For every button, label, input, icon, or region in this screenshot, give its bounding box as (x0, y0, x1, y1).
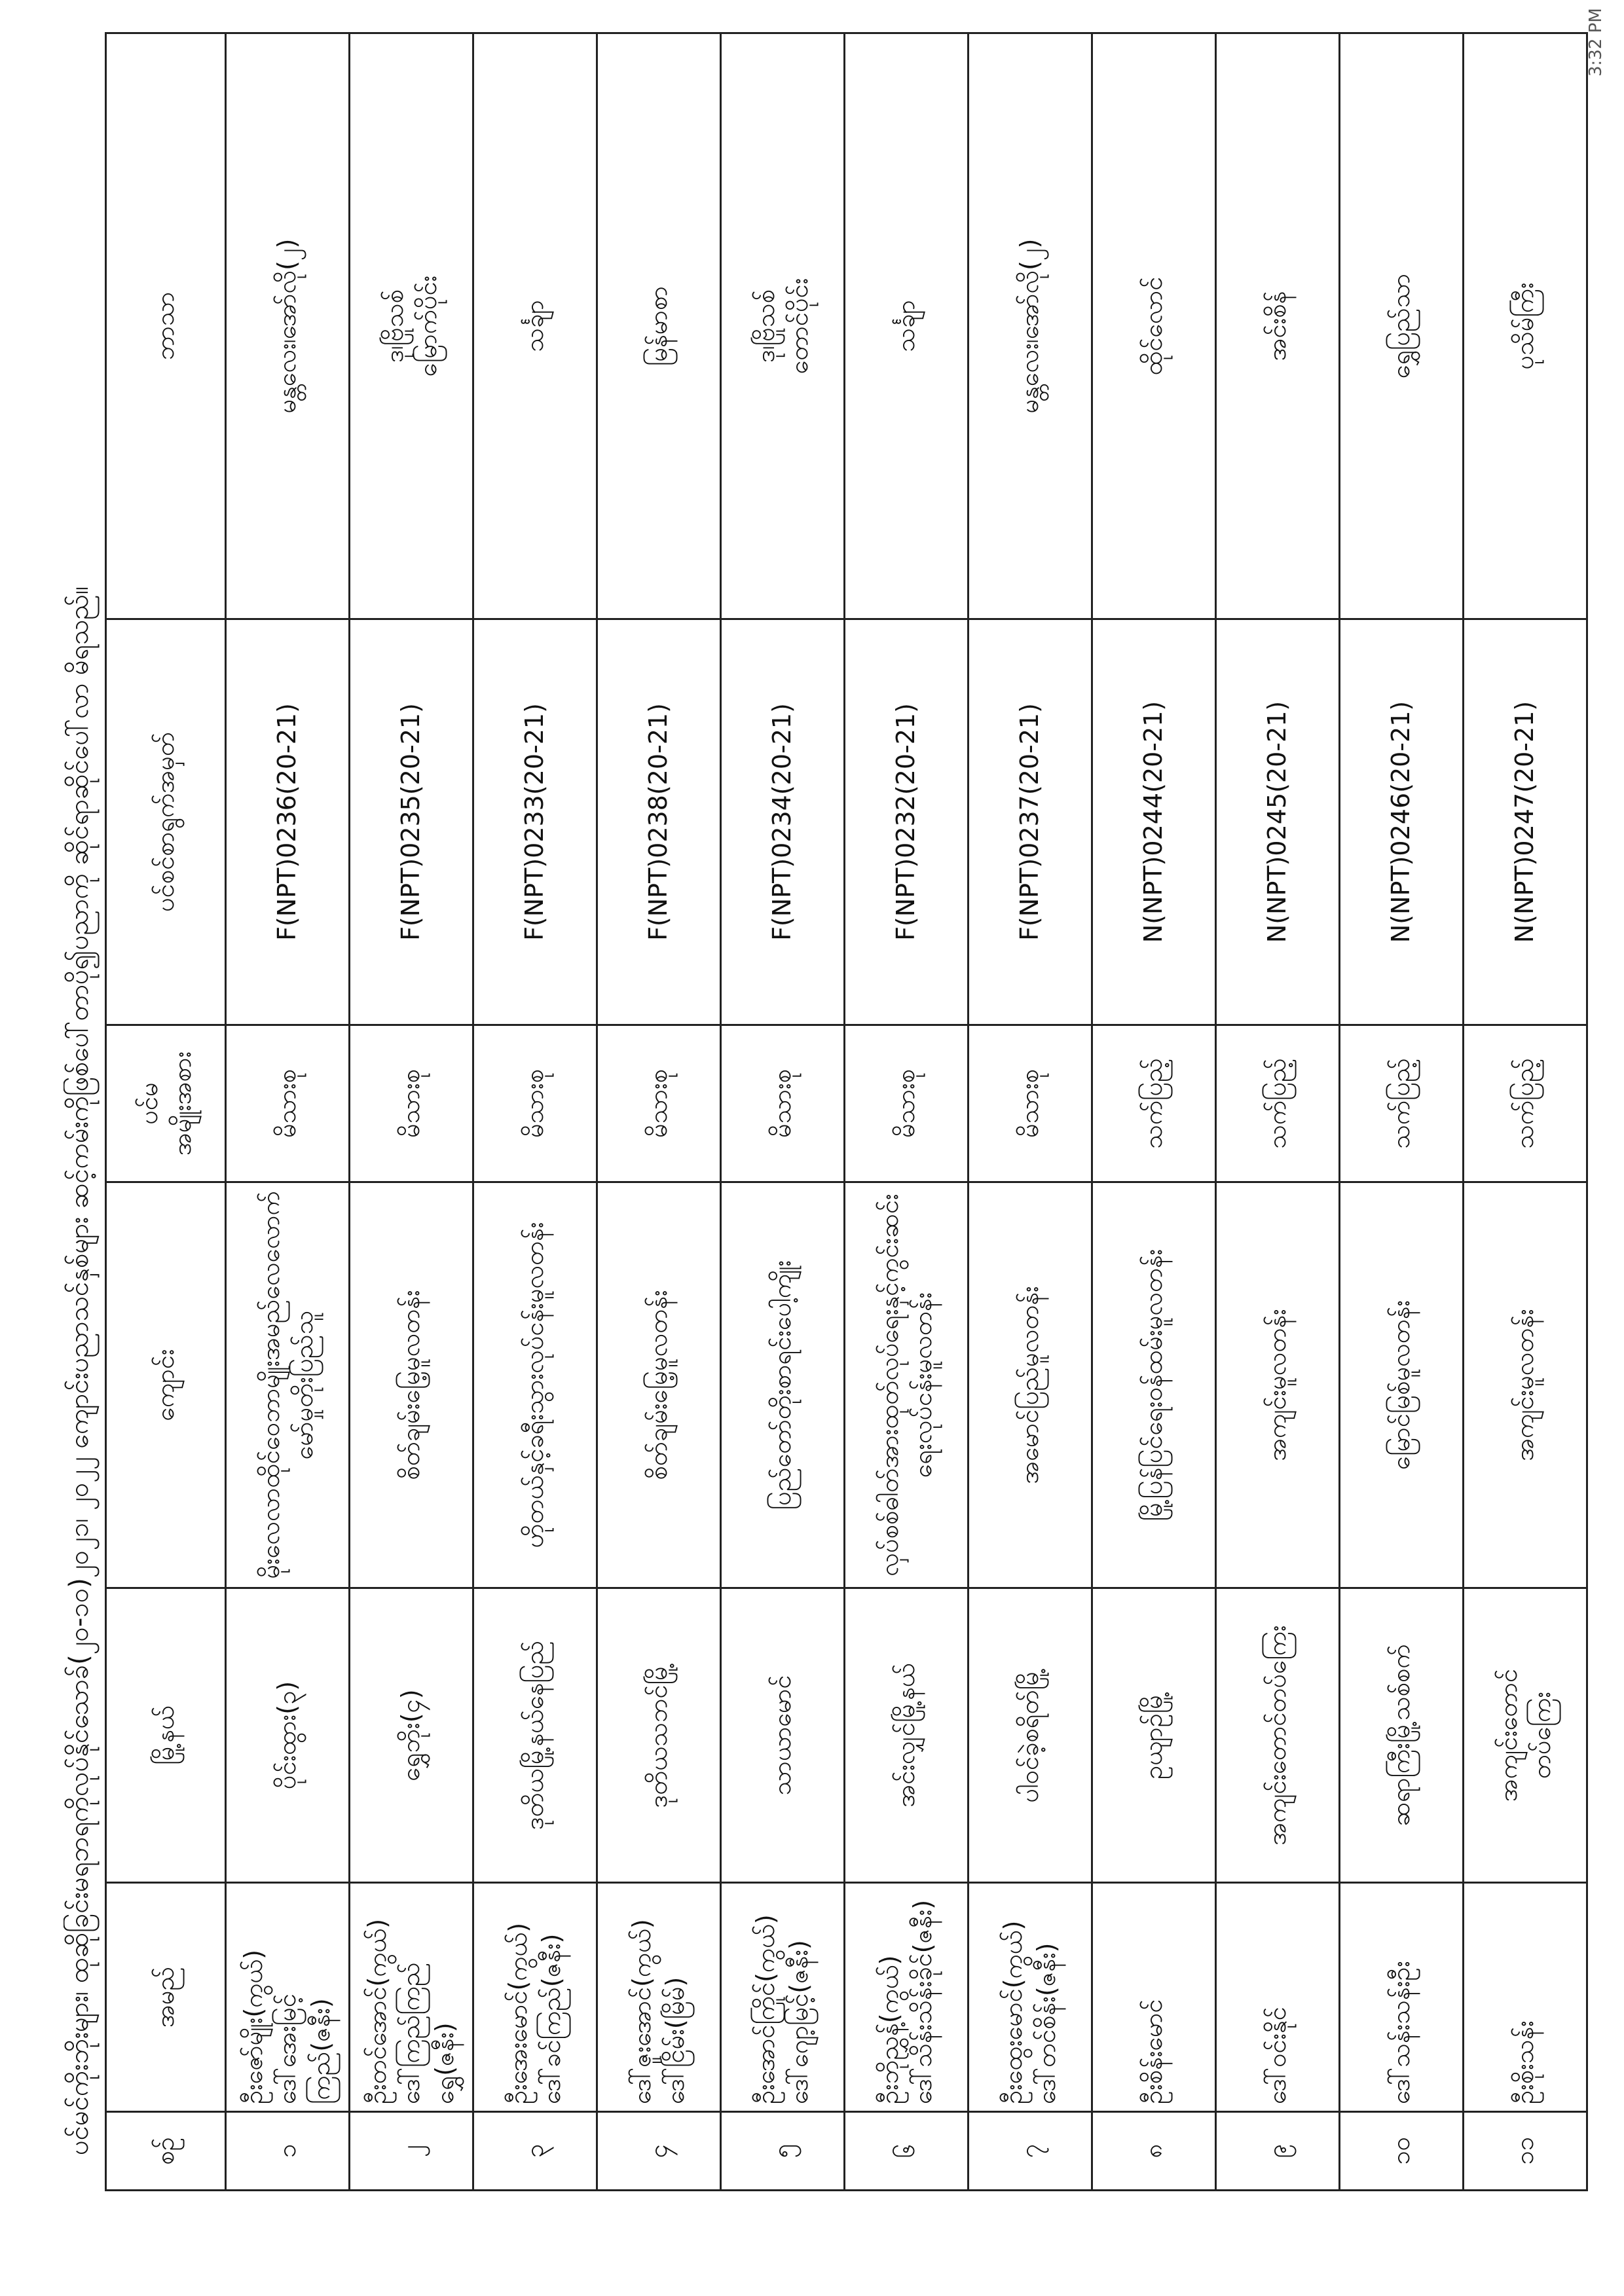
row-number (226, 2112, 350, 2191)
row-type-line: မိသားစု (272, 1068, 302, 1139)
row-license-line: F(NPT)0235(20-21) (396, 703, 426, 941)
table-body (226, 33, 1587, 2191)
row-type (721, 1025, 845, 1182)
row-subject (721, 33, 845, 619)
row-name-line: ဒေါ်သန်းသန်းဦး (1386, 1961, 1416, 2104)
row-name (473, 1883, 597, 2112)
table-row (969, 33, 1092, 2191)
row-license-line: F(NPT)0237(20-21) (1015, 703, 1044, 941)
row-township (1464, 1588, 1587, 1883)
row-license-line: N(NPT)0246(20-21) (1386, 701, 1416, 943)
row-subject-line: သင်္ချာ (891, 300, 921, 352)
row-number-line: ၂ (396, 2145, 426, 2157)
table-row (350, 33, 473, 2191)
header-township: မြို့နယ် (106, 1588, 226, 1883)
row-township-line: ဒုတိယမြို့နယ်နေပြည် (520, 1640, 549, 1831)
row-township-line: ဥယျာဉ်မြို့ (1139, 1691, 1168, 1779)
row-school-line: မြောင်မြစ်မူလတန်း (1386, 1300, 1416, 1470)
row-name-line: ဦးအေးမောင်(ကွယ်) (503, 1922, 532, 2104)
row-number (350, 2112, 473, 2191)
row-type (845, 1025, 969, 1182)
row-license-line: N(NPT)0247(20-21) (1510, 701, 1540, 943)
row-type-line: သက်ပြည့် (1386, 1058, 1416, 1149)
row-subject-line: ပုသိမ်ကြီး (1510, 282, 1540, 370)
row-township-line: ပါဝင်ခဲ့စရိတ်မြို့ (1015, 1667, 1044, 1803)
row-number-line: ၇ (1015, 2143, 1044, 2159)
row-number-line: ၁၀ (1386, 2137, 1416, 2165)
row-school (226, 1182, 350, 1588)
row-name-line: ဒေါ်ကြည်ကြည်ရွှေ(ဇနီး) (396, 1962, 459, 2104)
row-number-line: ၅ (767, 2143, 797, 2159)
row-license (1216, 619, 1340, 1025)
row-school (1216, 1182, 1340, 1588)
row-school-line: ဟိုတယ်နှင့်ခရီးသွားလုပ်ငန်းမူလတန်း (520, 1222, 549, 1548)
row-license (473, 619, 597, 1025)
row-number (1464, 2112, 1587, 2191)
row-subject (969, 33, 1092, 619)
row-township (845, 1588, 969, 1883)
row-subject-line: သင်္ချာ (520, 300, 549, 352)
row-name (1092, 1883, 1216, 2112)
row-number (1340, 2112, 1464, 2191)
row-name (1464, 1883, 1587, 2112)
table-row (721, 33, 845, 2191)
row-school (597, 1182, 721, 1588)
row-subject (473, 33, 597, 619)
row-school-line: အမောင်ပြည်မူလတန်း (1015, 1286, 1044, 1484)
table-row (845, 33, 969, 2191)
row-township-line: အကျင်းတောင် (1493, 1668, 1522, 1802)
row-township (226, 1588, 350, 1883)
row-school (1464, 1182, 1587, 1588)
row-number (1092, 2112, 1216, 2191)
row-license-line: F(NPT)0233(20-21) (520, 703, 549, 941)
row-name-line: ဦးစိန်းမောင် (1139, 1999, 1168, 2104)
row-type (1216, 1025, 1340, 1182)
row-subject-line: မန္တလေး၊အော်လို(၂) (272, 238, 302, 414)
row-township (969, 1588, 1092, 1883)
row-township-line: ရွှေဘိုး(၄) (396, 1689, 426, 1781)
records-table (105, 32, 1588, 2191)
row-subject-line: မြောက်ပိုင်း (413, 275, 442, 377)
row-name (721, 1883, 845, 2112)
row-subject-line: မန္တလေး၊အော်လို(၂) (1015, 238, 1044, 414)
row-type (597, 1025, 721, 1182)
row-name (969, 1883, 1092, 2112)
table-row (597, 33, 721, 2191)
header-school: ကျောင်း (106, 1182, 226, 1588)
row-township-line: အကျင်းတောင်တပ်ကြေး (1263, 1625, 1292, 1846)
row-school-line: မိုးလေလာထိုင်ဝေဘာမျိုးအမည်လေလောက်မော်မှုတိုးပြည်သူ (255, 1191, 318, 1579)
row-school (845, 1182, 969, 1588)
table-row (473, 33, 597, 2191)
row-school-line: စိတ်ချမ်းမြေ့မူလတန်း (644, 1290, 673, 1480)
row-license (350, 619, 473, 1025)
row-township (1092, 1588, 1216, 1883)
table-row (1092, 33, 1216, 2191)
row-subject-line: အင်းစိန် (1263, 291, 1292, 361)
row-license-line: F(NPT)0234(20-21) (767, 703, 797, 941)
row-number (845, 2112, 969, 2191)
row-name-line: ဦးဇော်မျိုး(ကွယ်) (239, 1949, 268, 2104)
row-name (350, 1883, 473, 2112)
table-row (1216, 33, 1340, 2191)
row-subject (1216, 33, 1340, 619)
row-license (1464, 619, 1587, 1025)
row-name-line: ဒေါ်အေးမြင့်ကြည်(ဇနီး) (272, 1994, 335, 2104)
row-type-line: မိသားစု (520, 1068, 549, 1139)
table-row (1464, 33, 1587, 2191)
row-name-line: ဒေါ်သိန်းသိန်းခိုင်(ဇနီး) (908, 1899, 937, 2104)
row-name (1340, 1883, 1464, 2112)
row-type (473, 1025, 597, 1182)
row-number-line: ၄ (644, 2143, 673, 2159)
row-name-line: ဒေါ်ခင်ကြည်(ဇနီး) (537, 1933, 566, 2104)
header-name: အမည် (106, 1883, 226, 2112)
row-number (1216, 2112, 1340, 2191)
row-name-line: ဦးစိုးသန်း (1510, 2020, 1540, 2104)
row-township (597, 1588, 721, 1883)
row-name-line: ဦးဘိုညွှန့်(ကွယ်) (874, 1955, 904, 2104)
row-name (226, 1883, 350, 2112)
row-number (597, 2112, 721, 2191)
row-number-line: ၃ (520, 2143, 549, 2159)
row-name-line: ဒေါ်ဝင်းနိုင် (1263, 2007, 1292, 2104)
row-subject (350, 33, 473, 619)
row-school-line: မြို့ပြန်ပြင်ရေးဝန်ထမ်းမူလတန်း (1139, 1248, 1168, 1522)
row-school-line: လှပ်စစ်ဓါတ်အားထုတ်လုပ်ရေးနှင့်ကွင်းဆင်းရေးလုပ်ငန်းမူလတန်း (874, 1194, 937, 1576)
row-name-line: ဒေါ်ဇူးအောင်(ကွယ်) (627, 1919, 656, 2104)
row-subject (845, 33, 969, 619)
row-subject-line: မြန်မာစာ (644, 285, 673, 367)
row-name (597, 1883, 721, 2112)
row-name (1216, 1883, 1340, 2112)
row-township (1216, 1588, 1340, 1883)
row-subject (1092, 33, 1216, 619)
row-number-line: ၁၁ (1510, 2137, 1540, 2165)
row-type-line: မိသားစု (1015, 1068, 1044, 1139)
table-row (1340, 33, 1464, 2191)
row-school (1340, 1182, 1464, 1588)
row-license-line: N(NPT)0245(20-21) (1263, 701, 1292, 943)
row-subject-line: တောင်ပိုင်း (784, 278, 813, 374)
row-number-line: ၈ (1139, 2143, 1168, 2159)
row-school-line: အကျင်းမူလတန်း (1510, 1309, 1540, 1461)
row-name-line: ဦးတင်အောင်(ကွယ်) (363, 1918, 392, 2104)
row-school (721, 1182, 845, 1588)
row-type (1340, 1025, 1464, 1182)
row-number (969, 2112, 1092, 2191)
row-type-line: မိသားစု (891, 1068, 921, 1139)
row-license-line: F(NPT)0236(20-21) (272, 703, 302, 941)
header-subject: ဘာသာ (106, 33, 226, 619)
row-number-line: ၆ (891, 2143, 921, 2159)
row-type (1464, 1025, 1587, 1182)
row-township (721, 1588, 845, 1883)
row-township (473, 1588, 597, 1883)
row-type-line: မိသားစု (644, 1068, 673, 1139)
row-township-line: သာယာမောင် (767, 1675, 797, 1796)
row-subject (597, 33, 721, 619)
row-subject (226, 33, 350, 619)
row-township-line: ဆရာကြီးမြို့သစ်စက် (1386, 1644, 1416, 1827)
row-subject (1340, 33, 1464, 619)
header-type-part: ပင်မ (134, 1082, 163, 1125)
row-type-line: မိသားစု (767, 1068, 797, 1139)
row-license (969, 619, 1092, 1025)
row-type-line: သက်ပြည့် (1139, 1058, 1168, 1149)
row-name-line: ဦးထွေးမောင်(ကွယ်) (998, 1920, 1027, 2104)
row-license-line: F(NPT)0238(20-21) (644, 703, 673, 941)
row-school-line: အကျင်းမူလတန်း (1263, 1309, 1292, 1461)
row-number-line: ၉ (1263, 2143, 1292, 2159)
scan-timestamp: 3:32 PM (1586, 8, 1606, 77)
row-type (1092, 1025, 1216, 1182)
header-number: စဉ် (106, 2112, 226, 2191)
document-title: ပင်မင်ကိုးဘိုးများ၊ ထုဆိုခြင်းမရဘရကိုလုပ်နိုင်သောခ်(၂၀-၁၀)၂၀၂၁၊ ၂၀၂၂ ကျောင်းပညာသင်နှစ်များ ဆင့်ကမ်းကိုဖြစ်ပေါ်တာပို၍ပညာကို ဆိုင်ရာဆိုင်ပေါ်လာ မိရသည်။ (64, 586, 94, 2155)
row-township-line: ဒုတိယသဘင်မြို့ (644, 1662, 673, 1808)
row-school-line: စိတ်ချမ်းမြေ့မူလတန်း (396, 1290, 426, 1480)
row-subject-line: ဒု၊ဗြိုသစ် (379, 289, 409, 363)
row-name (845, 1883, 969, 2112)
row-license (845, 619, 969, 1025)
row-license (226, 619, 350, 1025)
row-township-line: တပ်ကြေး (1527, 1691, 1556, 1779)
row-subject (1464, 33, 1587, 619)
row-township-line: အင်းလျှင်မြို့နယ် (891, 1663, 921, 1808)
row-license-line: F(NPT)0232(20-21) (891, 703, 921, 941)
row-type (350, 1025, 473, 1182)
row-school (1092, 1182, 1216, 1588)
row-township (350, 1588, 473, 1883)
row-license-line: N(NPT)0244(20-21) (1139, 701, 1168, 943)
header-license: ပင်စင်စာရွက်အမှတ် (106, 619, 226, 1025)
row-name-line: ဒေါ်တင်စိန်း(ဇနီး) (1032, 1942, 1061, 2104)
row-subject-line: ဒု၊ဗြိုသစ် (750, 289, 780, 363)
row-name-line: ဦးအောင်ကြိုင်(ကွယ်) (750, 1914, 780, 2104)
row-subject-line: ထိုင်လောင် (1139, 276, 1168, 376)
row-school-line: ပြည်တော်တိုးစာရင်းပေါ့ကျိုး (767, 1260, 797, 1510)
header-type (106, 1025, 226, 1182)
row-name-line: ဒေါ်ဂျော့မြင့်(ဇနီး) (784, 1940, 813, 2104)
row-school (969, 1182, 1092, 1588)
row-name-line: ဒေါ်ငြိမ်း(မြိမ်) (661, 1977, 690, 2104)
row-subject-line: ရွှေပြည်သာ (1386, 273, 1416, 379)
row-type (226, 1025, 350, 1182)
row-number (473, 2112, 597, 2191)
table-row (226, 33, 350, 2191)
row-license (721, 619, 845, 1025)
row-license (1092, 619, 1216, 1025)
row-license (1340, 619, 1464, 1025)
row-township-line: ပိုင်းထွား(၃) (272, 1681, 302, 1790)
row-number-line: ၁ (272, 2143, 302, 2159)
row-license (597, 619, 721, 1025)
row-type-line: သက်ပြည့် (1510, 1058, 1540, 1149)
header-type-line (132, 1032, 200, 1175)
row-number (721, 2112, 845, 2191)
row-school (350, 1182, 473, 1588)
row-school (473, 1182, 597, 1588)
header-type-part: အမျိုးအစား (168, 1051, 196, 1156)
row-type-line: သက်ပြည့် (1263, 1058, 1292, 1149)
row-type (969, 1025, 1092, 1182)
row-type-line: မိသားစု (396, 1068, 426, 1139)
row-township (1340, 1588, 1464, 1883)
table-header-row (106, 33, 226, 2191)
